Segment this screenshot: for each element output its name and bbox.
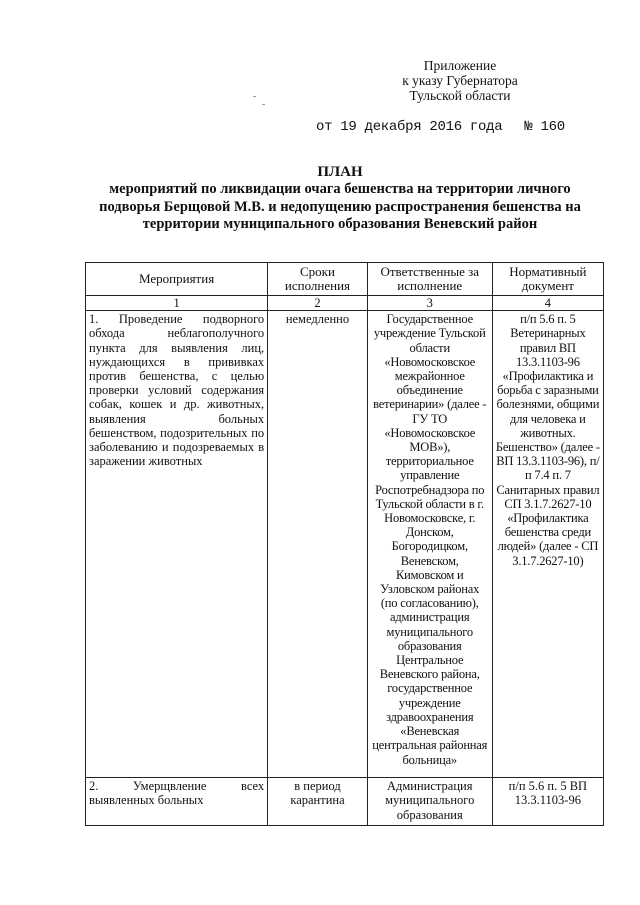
appendix-label: Приложение	[423, 58, 497, 73]
appendix-region: Тульской области	[409, 88, 511, 103]
document-subtitle: мероприятий по ликвидации очага бешенства на территории личного подворья Берщовой М.В. и недопущению распространения бешенства на территории муниципального образования Веневский район	[99, 181, 581, 232]
appendix-decree: к указу Губернатора	[402, 73, 518, 88]
header-responsible: Ответственные за исполнение	[367, 263, 492, 296]
appendix-header	[360, 58, 560, 103]
measure-cell: 2. Умерщвление всех выявленных больных	[86, 778, 268, 826]
document-title: ПЛАН	[317, 164, 363, 180]
scan-speck	[253, 96, 256, 97]
responsible-cell: Государственное учреждение Тульской области «Новомосковское межрайонное объединение ветеринарии» (далее - ГУ ТО «Новомосковское МОВ»), территориальное управление Роспотребнадзора по Тульской области в г. Новомосковске, г. Донском, Богородицком, Веневском, Кимовском и Узловском районах (по согласованию), администрация муниципального образования Центральное Веневского района, государственное учреждение здравоохранения «Веневская центральная районная больница»	[367, 311, 492, 778]
decree-number: № 160	[524, 119, 565, 135]
table-row	[86, 778, 604, 826]
deadline-cell: немедленно	[268, 311, 368, 778]
measures-table	[85, 262, 604, 826]
measure-cell: 1. Проведение подворного обхода неблагополучного пункта для выявления лиц, нуждающихся в прививках против бешенства, с целью проверки условий содержания собак, кошек и др. животных, выявления больных бешенством, подозрительных по заболеванию и подозреваемых в заражении животных	[86, 311, 268, 778]
document-cell: п/п 5.6 п. 5 Ветеринарных правил ВП 13.3.1103-96 «Профилактика и борьба с заразными болезнями, общими для человека и животных. Бешенство» (далее - ВП 13.3.1103-96), п/п 7.4 п. 7 Санитарных правил СП 3.1.7.2627-10 «Профилактика бешенства среди людей» (далее - СП 3.1.7.2627-10)	[492, 311, 603, 778]
responsible-cell: Администрация муниципального образования	[367, 778, 492, 826]
document-cell: п/п 5.6 п. 5 ВП 13.3.1103-96	[492, 778, 603, 826]
column-number: 2	[268, 296, 368, 311]
decree-date: от 19 декабря 2016 года	[316, 119, 503, 135]
column-number-row	[86, 296, 604, 311]
column-number: 4	[492, 296, 603, 311]
header-deadlines: Сроки исполнения	[268, 263, 368, 296]
decree-date-line	[316, 119, 565, 135]
table-row	[86, 311, 604, 778]
table-header-row	[86, 263, 604, 296]
deadline-cell: в период карантина	[268, 778, 368, 826]
scan-speck	[262, 104, 265, 105]
column-number: 1	[86, 296, 268, 311]
header-measures: Мероприятия	[86, 263, 268, 296]
header-document: Нормативный документ	[492, 263, 603, 296]
column-number: 3	[367, 296, 492, 311]
